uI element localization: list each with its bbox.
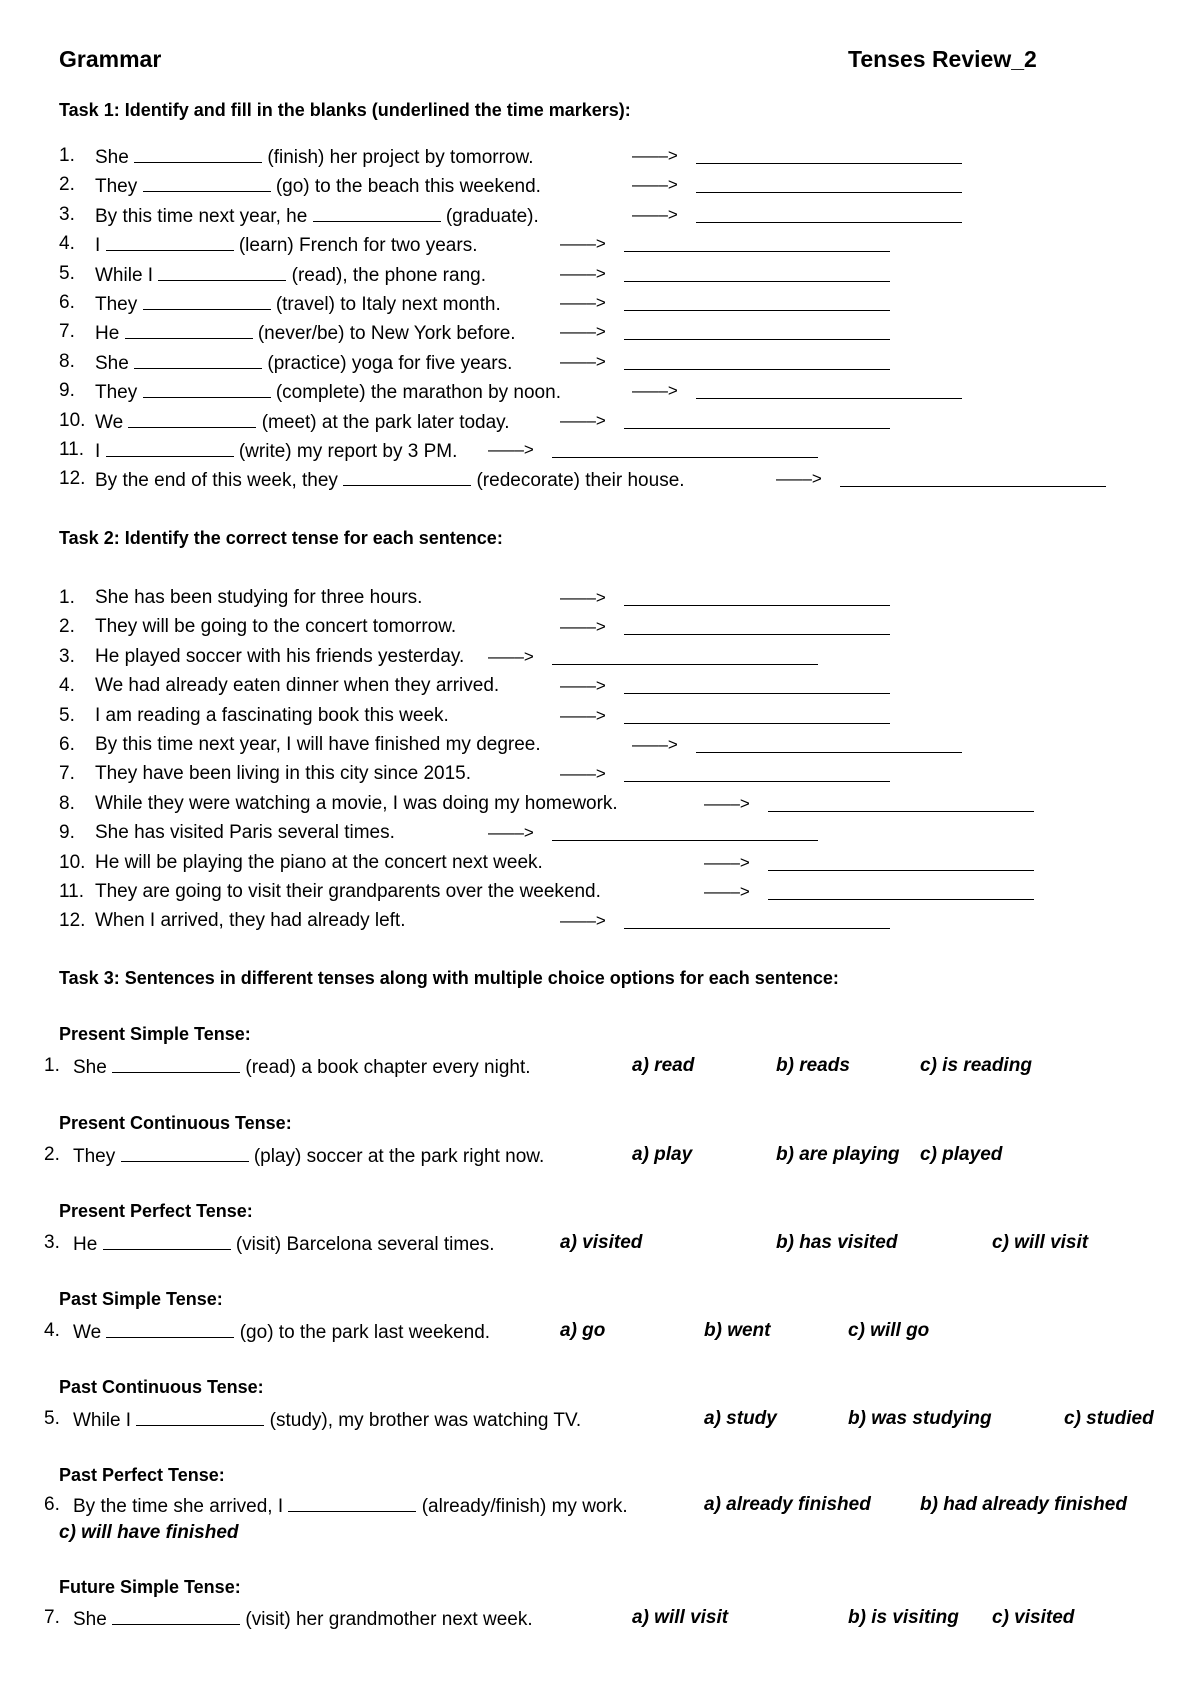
item-number: 11. bbox=[59, 439, 85, 460]
option-c[interactable]: c) will visit bbox=[992, 1232, 1089, 1253]
task2-item bbox=[0, 908, 1200, 934]
task1-title: Task 1: Identify and fill in the blanks (underlined the time markers): bbox=[59, 100, 631, 120]
task3-item bbox=[0, 1230, 1200, 1256]
fill-in-blank[interactable] bbox=[143, 172, 271, 192]
answer-line[interactable] bbox=[624, 585, 890, 606]
item-number: 6. bbox=[59, 734, 75, 755]
sentence-end: (already/finish) my work. bbox=[421, 1496, 628, 1517]
arrow-icon: —––> bbox=[560, 617, 606, 636]
arrow-icon: —––> bbox=[632, 381, 678, 400]
task1-item bbox=[0, 202, 1200, 228]
fill-in-blank[interactable] bbox=[134, 143, 262, 163]
answer-line[interactable] bbox=[624, 261, 890, 282]
fill-in-blank[interactable] bbox=[106, 231, 234, 251]
arrow-icon: —––> bbox=[632, 146, 678, 165]
arrow-icon: —––> bbox=[560, 293, 606, 312]
fill-in-blank[interactable] bbox=[103, 1230, 231, 1250]
item-sentence bbox=[95, 290, 501, 318]
sentence-start: They bbox=[73, 1146, 116, 1167]
item-number: 11. bbox=[59, 881, 85, 902]
answer-line[interactable] bbox=[624, 408, 890, 429]
fill-in-blank[interactable] bbox=[313, 202, 441, 222]
answer-line[interactable] bbox=[624, 908, 890, 929]
arrow-icon: —––> bbox=[776, 469, 822, 488]
task1-item bbox=[0, 437, 1200, 463]
sentence-end: (travel) to Italy next month. bbox=[275, 294, 501, 315]
header-subject: Grammar bbox=[59, 46, 162, 72]
task3-item bbox=[0, 1492, 1200, 1518]
fill-in-blank[interactable] bbox=[106, 437, 234, 457]
sentence-end: (redecorate) their house. bbox=[476, 470, 685, 491]
task2-item bbox=[0, 644, 1200, 670]
answer-line[interactable] bbox=[840, 466, 1106, 487]
task3-item bbox=[0, 1406, 1200, 1432]
task2-title: Task 2: Identify the correct tense for each sentence: bbox=[59, 528, 503, 548]
sentence-start: They bbox=[95, 294, 138, 315]
arrow-icon: —––> bbox=[632, 735, 678, 754]
sentence-end: (write) my report by 3 PM. bbox=[238, 441, 458, 462]
sentence-end: (learn) French for two years. bbox=[238, 235, 478, 256]
sentence-start: I bbox=[95, 235, 101, 256]
task1-item bbox=[0, 466, 1200, 492]
sentence-end: (complete) the marathon by noon. bbox=[275, 382, 561, 403]
item-number: 3. bbox=[59, 204, 75, 225]
item-number: 3. bbox=[59, 646, 75, 667]
answer-line[interactable] bbox=[624, 703, 890, 724]
tense-section-label: Present Perfect Tense: bbox=[59, 1201, 253, 1221]
arrow-icon: —––> bbox=[560, 588, 606, 607]
item-sentence: While they were watching a movie, I was doing my homework. bbox=[95, 793, 618, 814]
item-number: 4. bbox=[44, 1320, 60, 1341]
answer-line[interactable] bbox=[624, 319, 890, 340]
item-number: 4. bbox=[59, 233, 75, 254]
fill-in-blank[interactable] bbox=[143, 378, 271, 398]
item-sentence bbox=[73, 1605, 533, 1633]
sentence-end: (visit) Barcelona several times. bbox=[235, 1234, 495, 1255]
item-number: 2. bbox=[59, 174, 75, 195]
sentence-start: He bbox=[95, 323, 120, 344]
item-sentence: They will be going to the concert tomorrow. bbox=[95, 616, 457, 637]
task2-item bbox=[0, 614, 1200, 640]
option-b[interactable]: b) are playing bbox=[776, 1144, 900, 1165]
arrow-icon: —––> bbox=[560, 706, 606, 725]
sentence-end: (go) to the beach this weekend. bbox=[275, 176, 541, 197]
arrow-icon: —––> bbox=[632, 205, 678, 224]
sentence-end: (finish) her project by tomorrow. bbox=[267, 147, 534, 168]
item-sentence bbox=[95, 349, 512, 377]
answer-line[interactable] bbox=[624, 673, 890, 694]
task3-item bbox=[0, 1605, 1200, 1631]
answer-line[interactable] bbox=[624, 231, 890, 252]
sentence-start: He bbox=[73, 1234, 98, 1255]
task1-item bbox=[0, 172, 1200, 198]
arrow-icon: —––> bbox=[560, 352, 606, 371]
option-b[interactable]: b) is visiting bbox=[848, 1607, 959, 1628]
item-sentence: She has been studying for three hours. bbox=[95, 587, 423, 608]
item-number: 12. bbox=[59, 468, 86, 489]
task2-item bbox=[0, 673, 1200, 699]
arrow-icon: —––> bbox=[704, 794, 750, 813]
tense-section-label: Future Simple Tense: bbox=[59, 1577, 241, 1597]
item-sentence bbox=[73, 1406, 581, 1434]
fill-in-blank[interactable] bbox=[288, 1492, 416, 1512]
arrow-icon: —––> bbox=[560, 911, 606, 930]
task2-item bbox=[0, 850, 1200, 876]
option-b[interactable]: b) had already finished bbox=[920, 1494, 1127, 1515]
item-sentence bbox=[95, 202, 539, 230]
arrow-icon: —––> bbox=[632, 175, 678, 194]
option-c[interactable]: c) will go bbox=[848, 1320, 930, 1341]
sentence-start: We bbox=[95, 412, 124, 433]
item-number: 10. bbox=[59, 410, 86, 431]
task1-item bbox=[0, 349, 1200, 375]
sentence-end: (meet) at the park later today. bbox=[261, 412, 510, 433]
tense-section-label: Past Simple Tense: bbox=[59, 1289, 223, 1309]
item-number: 5. bbox=[59, 263, 75, 284]
option-b[interactable]: b) was studying bbox=[848, 1408, 992, 1429]
option-c[interactable]: c) is reading bbox=[920, 1055, 1032, 1076]
arrow-icon: —––> bbox=[488, 823, 534, 842]
task1-item bbox=[0, 261, 1200, 287]
item-number: 7. bbox=[59, 763, 75, 784]
answer-line[interactable] bbox=[696, 172, 962, 193]
item-sentence bbox=[95, 143, 533, 171]
item-sentence: They have been living in this city since 2015. bbox=[95, 763, 471, 784]
fill-in-blank[interactable] bbox=[128, 408, 256, 428]
tense-section-label: Past Perfect Tense: bbox=[59, 1465, 225, 1485]
item-sentence bbox=[95, 172, 541, 200]
item-sentence bbox=[95, 437, 457, 465]
sentence-start: While I bbox=[73, 1410, 132, 1431]
answer-line[interactable] bbox=[624, 349, 890, 370]
answer-line[interactable] bbox=[552, 820, 818, 841]
answer-line[interactable] bbox=[552, 644, 818, 665]
fill-in-blank[interactable] bbox=[112, 1605, 240, 1625]
sentence-end: (read) a book chapter every night. bbox=[245, 1057, 531, 1078]
arrow-icon: —––> bbox=[704, 882, 750, 901]
option-c[interactable]: c) studied bbox=[1064, 1408, 1154, 1429]
task2-item bbox=[0, 879, 1200, 905]
task1-item bbox=[0, 290, 1200, 316]
answer-line[interactable] bbox=[696, 732, 962, 753]
arrow-icon: —––> bbox=[704, 853, 750, 872]
fill-in-blank[interactable] bbox=[343, 466, 471, 486]
item-sentence: When I arrived, they had already left. bbox=[95, 910, 406, 931]
option-a[interactable]: a) visited bbox=[560, 1232, 643, 1253]
answer-line[interactable] bbox=[768, 879, 1034, 900]
item-number: 1. bbox=[59, 145, 75, 166]
sentence-start: By the time she arrived, I bbox=[73, 1496, 284, 1517]
item-sentence: He played soccer with his friends yesterday. bbox=[95, 646, 465, 667]
item-number: 9. bbox=[59, 822, 75, 843]
fill-in-blank[interactable] bbox=[143, 290, 271, 310]
task3-item bbox=[0, 1053, 1200, 1079]
item-number: 4. bbox=[59, 675, 75, 696]
sentence-start: She bbox=[73, 1609, 107, 1630]
item-number: 12. bbox=[59, 910, 86, 931]
answer-line[interactable] bbox=[552, 437, 818, 458]
option-b[interactable]: b) went bbox=[704, 1320, 771, 1341]
item-sentence bbox=[95, 378, 561, 406]
sentence-end: (never/be) to New York before. bbox=[257, 323, 516, 344]
item-sentence bbox=[73, 1318, 490, 1346]
answer-line[interactable] bbox=[696, 378, 962, 399]
answer-line[interactable] bbox=[768, 850, 1034, 871]
arrow-icon: —––> bbox=[560, 264, 606, 283]
task3-item-continued bbox=[0, 1520, 1200, 1546]
item-number: 10. bbox=[59, 852, 86, 873]
option-c[interactable]: c) will have finished bbox=[59, 1522, 239, 1543]
option-a[interactable]: a) study bbox=[704, 1408, 777, 1429]
arrow-icon: —––> bbox=[560, 322, 606, 341]
fill-in-blank[interactable] bbox=[112, 1053, 240, 1073]
item-sentence bbox=[95, 319, 516, 347]
sentence-end: (graduate). bbox=[445, 206, 539, 227]
item-sentence bbox=[73, 1142, 544, 1170]
fill-in-blank[interactable] bbox=[136, 1406, 264, 1426]
arrow-icon: —––> bbox=[560, 234, 606, 253]
arrow-icon: —––> bbox=[560, 676, 606, 695]
sentence-end: (visit) her grandmother next week. bbox=[245, 1609, 533, 1630]
task3-item bbox=[0, 1142, 1200, 1168]
sentence-start: We bbox=[73, 1322, 102, 1343]
arrow-icon: —––> bbox=[488, 647, 534, 666]
task1-item bbox=[0, 408, 1200, 434]
answer-line[interactable] bbox=[696, 202, 962, 223]
task1-item bbox=[0, 231, 1200, 257]
item-number: 7. bbox=[59, 321, 75, 342]
sentence-start: She bbox=[95, 353, 129, 374]
answer-line[interactable] bbox=[624, 761, 890, 782]
item-number: 2. bbox=[59, 616, 75, 637]
item-number: 6. bbox=[59, 292, 75, 313]
option-a[interactable]: a) go bbox=[560, 1320, 606, 1341]
answer-line[interactable] bbox=[624, 290, 890, 311]
answer-line[interactable] bbox=[696, 143, 962, 164]
item-number: 9. bbox=[59, 380, 75, 401]
sentence-end: (read), the phone rang. bbox=[291, 265, 486, 286]
sentence-start: They bbox=[95, 176, 138, 197]
option-b[interactable]: b) reads bbox=[776, 1055, 850, 1076]
item-number: 8. bbox=[59, 351, 75, 372]
arrow-icon: —––> bbox=[560, 411, 606, 430]
task1-item bbox=[0, 319, 1200, 345]
item-number: 2. bbox=[44, 1144, 60, 1165]
item-number: 5. bbox=[59, 705, 75, 726]
sentence-start: She bbox=[73, 1057, 107, 1078]
option-a[interactable]: a) play bbox=[632, 1144, 693, 1165]
task3-title: Task 3: Sentences in different tenses along with multiple choice options for each sentence: bbox=[59, 968, 839, 988]
task2-item bbox=[0, 732, 1200, 758]
task1-item bbox=[0, 143, 1200, 169]
option-a[interactable]: a) already finished bbox=[704, 1494, 871, 1515]
option-c[interactable]: c) played bbox=[920, 1144, 1003, 1165]
fill-in-blank[interactable] bbox=[158, 261, 286, 281]
fill-in-blank[interactable] bbox=[121, 1142, 249, 1162]
sentence-start: She bbox=[95, 147, 129, 168]
item-sentence: He will be playing the piano at the concert next week. bbox=[95, 852, 543, 873]
item-sentence: She has visited Paris several times. bbox=[95, 822, 395, 843]
header-title: Tenses Review_2 bbox=[848, 46, 1037, 72]
item-number: 5. bbox=[44, 1408, 60, 1429]
answer-line[interactable] bbox=[624, 614, 890, 635]
sentence-start: While I bbox=[95, 265, 154, 286]
sentence-end: (study), my brother was watching TV. bbox=[269, 1410, 582, 1431]
task2-item bbox=[0, 820, 1200, 846]
fill-in-blank[interactable] bbox=[134, 349, 262, 369]
item-sentence bbox=[95, 261, 486, 289]
item-sentence bbox=[95, 231, 477, 259]
item-sentence bbox=[95, 466, 685, 494]
option-a[interactable]: a) read bbox=[632, 1055, 695, 1076]
tense-section-label: Present Simple Tense: bbox=[59, 1024, 251, 1044]
item-sentence bbox=[73, 1053, 531, 1081]
item-number: 1. bbox=[44, 1055, 60, 1076]
sentence-end: (go) to the park last weekend. bbox=[239, 1322, 491, 1343]
arrow-icon: —––> bbox=[560, 764, 606, 783]
sentence-start: By this time next year, he bbox=[95, 206, 308, 227]
option-a[interactable]: a) will visit bbox=[632, 1607, 729, 1628]
item-number: 7. bbox=[44, 1607, 60, 1628]
fill-in-blank[interactable] bbox=[106, 1318, 234, 1338]
option-b[interactable]: b) has visited bbox=[776, 1232, 898, 1253]
task2-item bbox=[0, 703, 1200, 729]
task2-item bbox=[0, 585, 1200, 611]
option-c[interactable]: c) visited bbox=[992, 1607, 1075, 1628]
item-sentence: I am reading a fascinating book this week. bbox=[95, 705, 449, 726]
answer-line[interactable] bbox=[768, 791, 1034, 812]
item-number: 8. bbox=[59, 793, 75, 814]
tense-section-label: Past Continuous Tense: bbox=[59, 1377, 264, 1397]
item-sentence: By this time next year, I will have finished my degree. bbox=[95, 734, 541, 755]
item-sentence: We had already eaten dinner when they arrived. bbox=[95, 675, 500, 696]
task2-item bbox=[0, 791, 1200, 817]
item-sentence bbox=[95, 408, 510, 436]
item-number: 3. bbox=[44, 1232, 60, 1253]
item-sentence: They are going to visit their grandparents over the weekend. bbox=[95, 881, 601, 902]
arrow-icon: —––> bbox=[488, 440, 534, 459]
tense-section-label: Present Continuous Tense: bbox=[59, 1113, 292, 1133]
item-number: 1. bbox=[59, 587, 75, 608]
sentence-start: They bbox=[95, 382, 138, 403]
item-sentence bbox=[73, 1492, 628, 1520]
sentence-start: By the end of this week, they bbox=[95, 470, 338, 491]
sentence-start: I bbox=[95, 441, 101, 462]
task2-item bbox=[0, 761, 1200, 787]
sentence-end: (practice) yoga for five years. bbox=[267, 353, 513, 374]
item-number: 6. bbox=[44, 1494, 60, 1515]
fill-in-blank[interactable] bbox=[125, 319, 253, 339]
sentence-end: (play) soccer at the park right now. bbox=[253, 1146, 545, 1167]
task3-item bbox=[0, 1318, 1200, 1344]
item-sentence bbox=[73, 1230, 495, 1258]
task1-item bbox=[0, 378, 1200, 404]
